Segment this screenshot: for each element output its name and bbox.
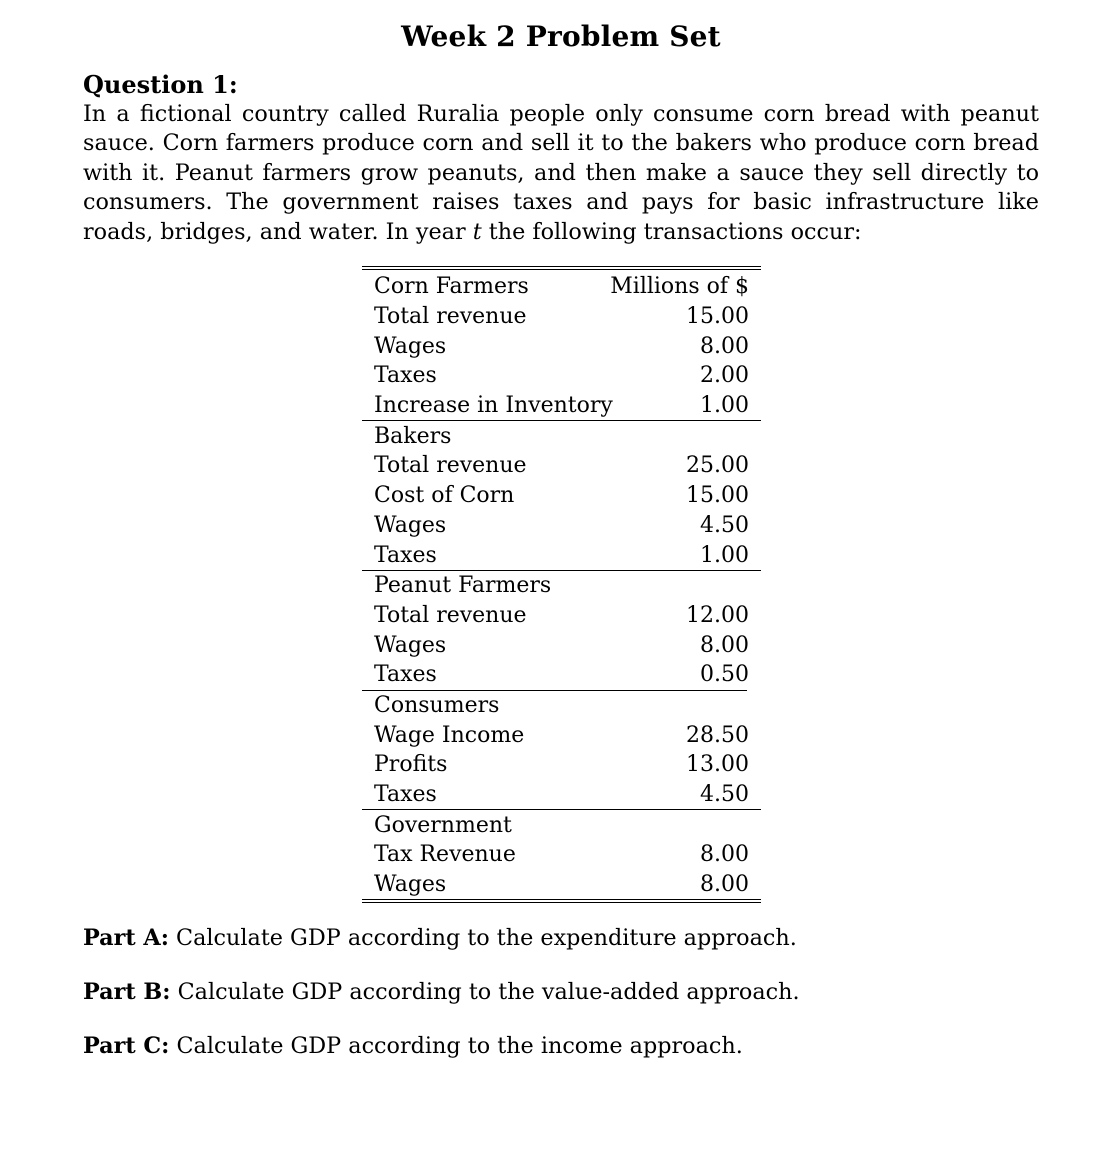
row-value: 25.00 xyxy=(686,453,749,479)
year-variable: t xyxy=(472,218,482,245)
row-label: Wages xyxy=(374,333,447,359)
header-units: Millions of $ xyxy=(610,274,749,300)
row-label: Taxes xyxy=(374,542,437,568)
part-b-label: Part B: xyxy=(83,979,171,1005)
row-value: 0.50 xyxy=(700,662,749,688)
header-corn-farmers: Corn Farmers xyxy=(374,274,529,300)
table-top-rule xyxy=(362,266,761,270)
row-value: 8.00 xyxy=(700,632,749,658)
row-label: Wages xyxy=(374,512,447,538)
table-bottom-rule xyxy=(362,899,761,903)
table-row xyxy=(362,720,761,750)
row-label: Total revenue xyxy=(374,602,527,628)
table-row xyxy=(362,630,761,660)
table-row xyxy=(362,451,761,481)
question-text-part-2: the following transactions occur: xyxy=(481,218,862,245)
table-row xyxy=(362,361,761,391)
table-row xyxy=(362,511,761,541)
row-value: 8.00 xyxy=(700,842,749,868)
row-value: 8.00 xyxy=(700,333,749,359)
part-a xyxy=(83,925,797,951)
section-label: Peanut Farmers xyxy=(374,573,552,599)
table-row xyxy=(362,840,761,870)
question-label: Question 1: xyxy=(83,70,238,99)
table-row xyxy=(362,302,761,332)
row-value: 2.00 xyxy=(700,363,749,389)
part-b-text: Calculate GDP according to the value-added approach. xyxy=(170,979,800,1005)
section-heading-bakers xyxy=(362,421,761,451)
section-heading-peanut-farmers xyxy=(362,571,761,601)
part-b xyxy=(83,979,800,1005)
table-row xyxy=(362,601,761,631)
row-label: Total revenue xyxy=(374,453,527,479)
row-label: Increase in Inventory xyxy=(374,393,613,419)
part-a-label: Part A: xyxy=(83,925,169,951)
section-label: Government xyxy=(374,812,512,838)
row-value: 13.00 xyxy=(686,752,749,778)
table-row xyxy=(362,660,761,690)
row-value: 8.00 xyxy=(700,872,749,898)
section-label: Consumers xyxy=(374,692,500,718)
row-value: 1.00 xyxy=(700,393,749,419)
row-label: Taxes xyxy=(374,782,437,808)
row-value: 15.00 xyxy=(686,304,749,330)
section-label: Bakers xyxy=(374,423,452,449)
question-text xyxy=(83,100,1039,247)
row-value: 15.00 xyxy=(686,483,749,509)
section-heading-government xyxy=(362,810,761,840)
part-c xyxy=(83,1033,743,1059)
row-label: Total revenue xyxy=(374,304,527,330)
part-c-label: Part C: xyxy=(83,1033,170,1059)
transactions-table xyxy=(362,266,761,903)
table-row xyxy=(362,750,761,780)
table-row xyxy=(362,391,761,421)
row-value: 4.50 xyxy=(700,512,749,538)
row-label: Wages xyxy=(374,872,447,898)
row-label: Taxes xyxy=(374,363,437,389)
table-row xyxy=(362,481,761,511)
table-row xyxy=(362,331,761,361)
table-row xyxy=(362,870,761,900)
table-row xyxy=(362,780,761,810)
row-value: 1.00 xyxy=(700,542,749,568)
part-a-text: Calculate GDP according to the expenditure approach. xyxy=(168,925,797,951)
row-label: Taxes xyxy=(374,662,437,688)
row-label: Profits xyxy=(374,752,448,778)
question-text-part-1: In a fictional country called Ruralia people only consume corn bread with peanut sauce. Corn farmers produce corn and sell it to the bakers who produce corn bread with it. Peanut farmers grow peanuts, and then make a sauce they sell directly to consumers. The government raises taxes and pays for basic infrastructure like roads, bridges, and water. In year xyxy=(83,101,1039,245)
table-row xyxy=(362,540,761,570)
row-label: Tax Revenue xyxy=(374,842,516,868)
row-label: Wage Income xyxy=(374,722,525,748)
part-c-text: Calculate GDP according to the income approach. xyxy=(169,1033,743,1059)
row-label: Wages xyxy=(374,632,447,658)
section-heading-consumers xyxy=(362,691,761,721)
row-label: Cost of Corn xyxy=(374,483,515,509)
row-value: 4.50 xyxy=(700,782,749,808)
row-value: 12.00 xyxy=(686,602,749,628)
row-value: 28.50 xyxy=(686,722,749,748)
page-title: Week 2 Problem Set xyxy=(401,20,721,53)
table-header-row xyxy=(362,272,761,302)
